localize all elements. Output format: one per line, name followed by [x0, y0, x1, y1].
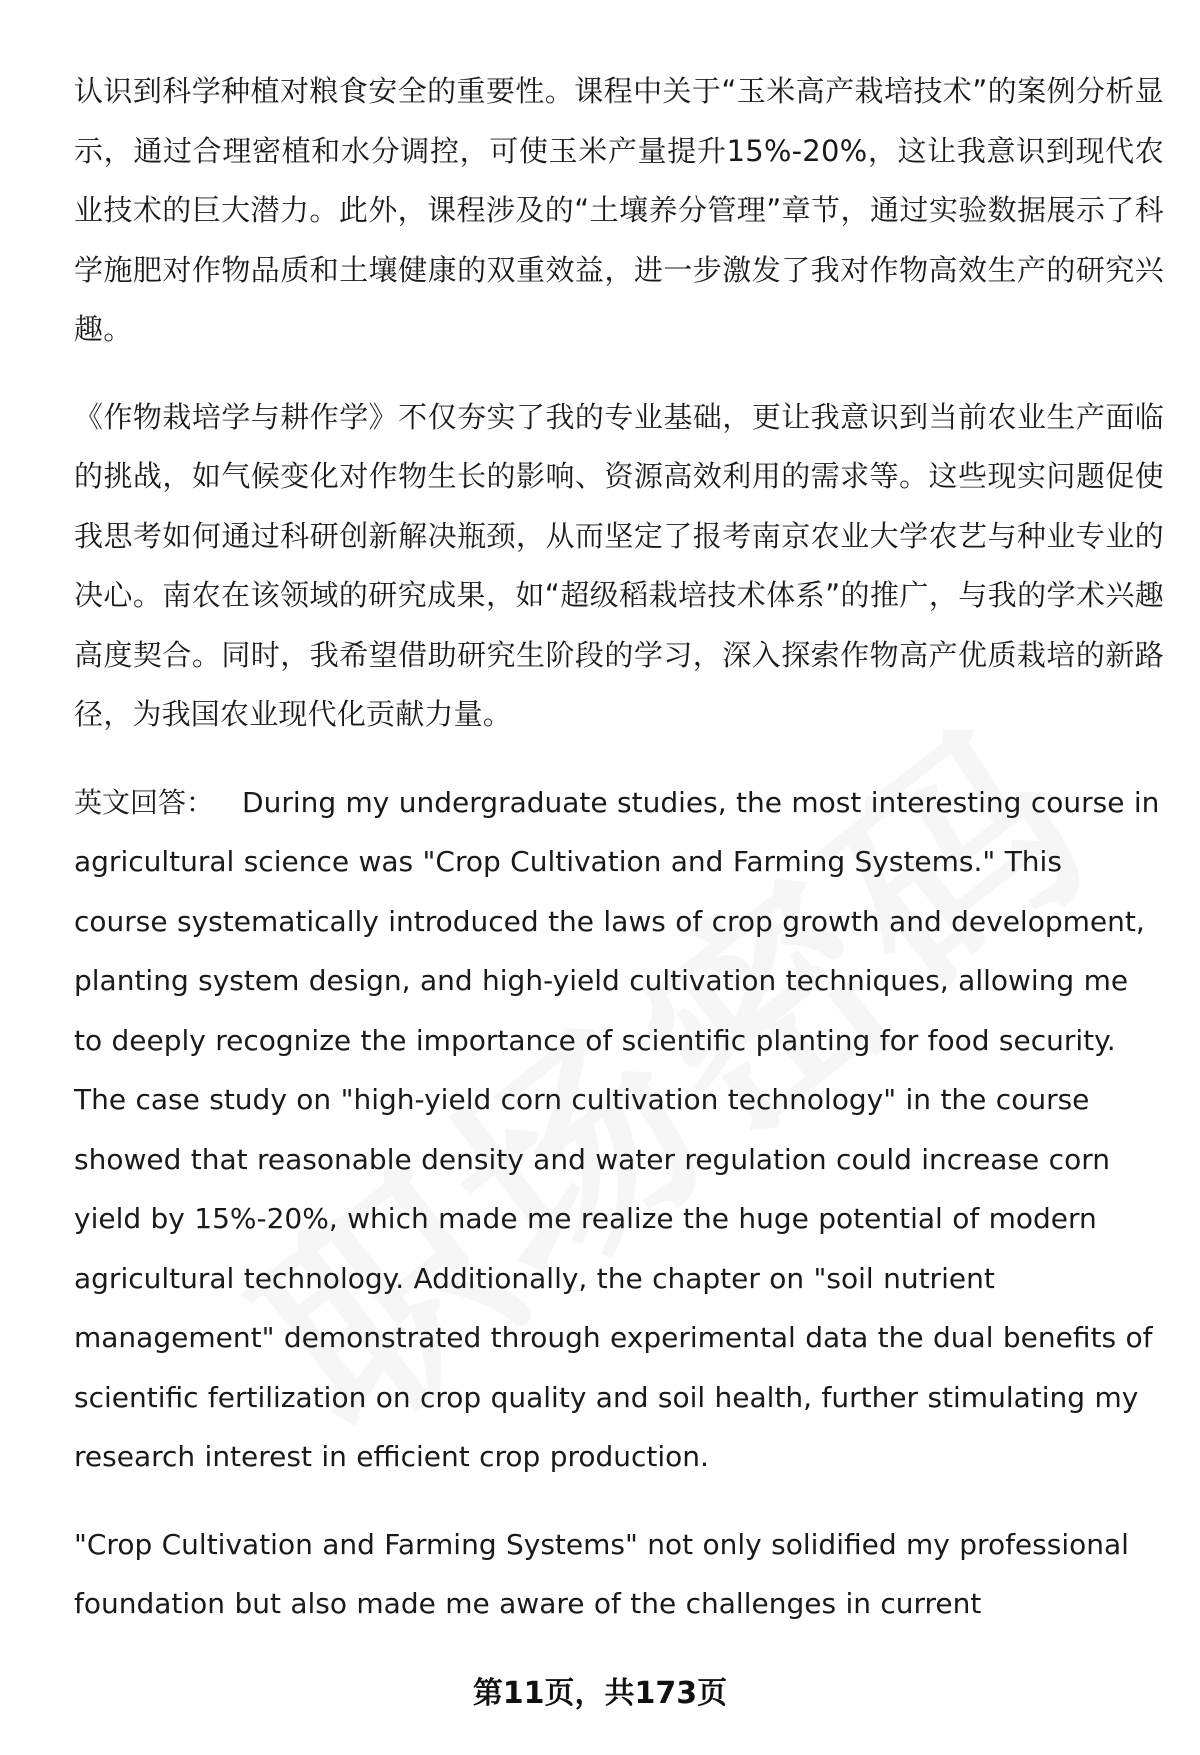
paragraph-english-answer: [74, 773, 1164, 1487]
paragraph-chinese-2: 《作物栽培学与耕作学》不仅夯实了我的专业基础，更让我意识到当前农业生产面临的挑战，如气候变化对作物生长的影响、资源高效利用的需求等。这些现实问题促使我思考如何通过科研创新解决瓶颈，从而坚定了报考南京农业大学农艺与种业专业的决心。南农在该领域的研究成果，如“超级稻栽培技术体系”的推广，与我的学术兴趣高度契合。同时，我希望借助研究生阶段的学习，深入探索作物高产优质栽培的新路径，为我国农业现代化贡献力量。: [74, 399, 1164, 731]
paragraph-chinese-1: 认识到科学种植对粮食安全的重要性。课程中关于“玉米高产栽培技术”的案例分析显示，通过合理密植和水分调控，可使玉米产量提升15%-20%，这让我意识到现代农业技术的巨大潜力。此外，课程涉及的“土壤养分管理”章节，通过实验数据展示了科学施肥对作物品质和土壤健康的双重效益，进一步激发了我对作物高效生产的研究兴趣。: [74, 74, 1164, 346]
paragraph-english-2: "Crop Cultivation and Farming Systems" not only solidified my professional foundation but also made me aware of the challenges in current: [74, 1527, 1129, 1620]
page-number: 第11页，共173页: [472, 1676, 728, 1711]
english-answer-label: 英文回答：: [74, 785, 215, 819]
english-answer-text: During my undergraduate studies, the most interesting course in agricultural science was "Crop Cultivation and Farming Systems." This course systematically introduced the laws of crop growth and development, planting system design, and high-yield cultivation techniques, allowing me to deeply recognize the importance of scientific planting for food security. The case study on "high-yield corn cultivation technology" in the course showed that reasonable density and water regulation could increase corn yield by 15%-20%, which made me realize the huge potential of modern agricultural technology. Additionally, the chapter on "soil nutrient management" demonstrated through experimental data the dual benefits of scientific fertilization on crop quality and soil health, further stimulating my research interest in efficient crop production.: [74, 785, 1160, 1473]
document-body: [74, 62, 1164, 1662]
